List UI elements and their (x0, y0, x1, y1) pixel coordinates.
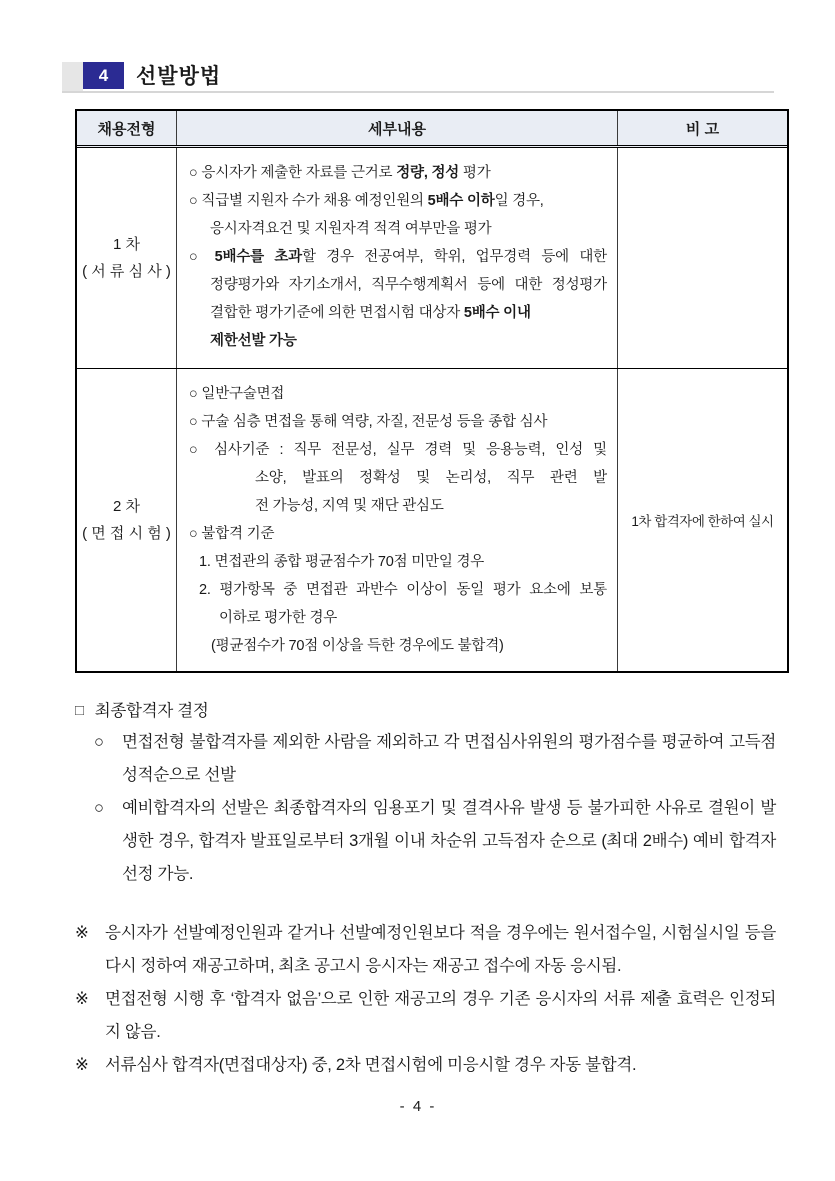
detail-line: 1. 면접관의 종합 평균점수가 70점 미만일 경우 (199, 554, 485, 570)
square-bullet-icon: □ (75, 702, 84, 719)
table-header-row (77, 111, 787, 148)
note-item (75, 917, 776, 983)
final-decision-section (75, 696, 776, 1082)
final-decision-bullet-text: 면접전형 불합격자를 제외한 사람을 제외하고 각 면접심사위원의 평가점수를 평균하여 고득점 성적순으로 선발 (122, 733, 776, 784)
remark-cell-2nd-round: 1차 합격자에 한하여 실시 (631, 514, 774, 529)
stage-label: 1 차 (113, 236, 140, 253)
stage-sublabel: ( 서 류 심 사 ) (82, 263, 171, 280)
section-number-badge: 4 (83, 62, 124, 89)
detail-line: ○ 5배수를 초과할 경우 전공여부, 학위, 업무경력 등에 대한 (189, 249, 607, 265)
detail-line: (평균점수가 70점 이상을 득한 경우에도 불합격) (211, 638, 504, 654)
table-row (77, 368, 787, 671)
detail-line: 2. 평가항목 중 면접관 과반수 이상이 동일 평가 요소에 보통 (199, 582, 607, 598)
detail-cell-2nd-round (177, 369, 618, 671)
stage-cell-1st-round (77, 148, 177, 368)
detail-line: ○ 심사기준 : 직무 전문성, 실무 경력 및 응용능력, 인성 및 (189, 442, 607, 458)
column-header-remarks: 비 고 (685, 121, 720, 138)
table-row (77, 148, 787, 368)
reference-mark-icon: ※ (75, 1056, 89, 1074)
reference-mark-icon: ※ (75, 990, 89, 1008)
detail-line: 정량평가와 자기소개서, 직무수행계획서 등에 대한 정성평가 (210, 277, 607, 293)
reference-mark-icon: ※ (75, 924, 89, 942)
page-number: - 4 - (399, 1098, 437, 1115)
stage-label: 2 차 (113, 498, 140, 515)
stage-sublabel: ( 면 접 시 험 ) (82, 525, 171, 542)
remark-cell-1st-round (618, 148, 787, 368)
detail-line: ○ 직급별 지원자 수가 채용 예정인원의 5배수 이하일 경우, (189, 193, 544, 209)
circle-bullet-icon: ○ (94, 733, 104, 751)
circle-bullet-icon: ○ (94, 799, 104, 817)
selection-method-table (75, 109, 789, 673)
detail-line: ○ 불합격 기준 (189, 526, 275, 542)
detail-line: ○ 응시자가 제출한 자료를 근거로 정량, 정성 평가 (189, 165, 491, 181)
detail-line: 이하로 평가한 경우 (219, 610, 338, 626)
section-title: 선발방법 (136, 65, 222, 88)
note-text: 면접전형 시행 후 ‘합격자 없음’으로 인한 재공고의 경우 기존 응시자의 서류 제출 효력은 인정되지 않음. (105, 990, 776, 1041)
detail-line: ○ 구술 심층 면접을 통해 역량, 자질, 전문성 등을 종합 심사 (189, 414, 548, 430)
final-decision-title (75, 696, 776, 726)
final-decision-bullet (75, 726, 776, 792)
note-item (75, 1049, 776, 1082)
column-header-recruit-type: 채용전형 (77, 111, 177, 145)
stage-cell-2nd-round (77, 369, 177, 671)
detail-line: 소양, 발표의 정확성 및 논리성, 직무 관련 발 (255, 470, 607, 486)
detail-line: 응시자격요건 및 지원자격 적격 여부만을 평가 (210, 221, 492, 237)
note-text: 응시자가 선발예정인원과 같거나 선발예정인원보다 적을 경우에는 원서접수일, 시험실시일 등을 다시 정하여 재공고하며, 최초 공고시 응시자는 재공고 접수에 자동 응시됨. (105, 924, 776, 975)
detail-line: ○ 일반구술면접 (189, 386, 285, 402)
final-decision-bullet (75, 792, 776, 891)
column-header-details: 세부내용 (177, 111, 618, 145)
detail-cell-1st-round (177, 148, 618, 368)
note-text: 서류심사 합격자(면접대상자) 중, 2차 면접시험에 미응시할 경우 자동 불합격. (105, 1056, 637, 1074)
final-decision-bullet-text: 예비합격자의 선발은 최종합격자의 임용포기 및 결격사유 발생 등 불가피한 사유로 결원이 발생한 경우, 합격자 발표일로부터 3개월 이내 차순위 고득점자 순으로 (최대 2배수) 예비 합격자 선정 가능. (122, 799, 776, 883)
reference-notes (75, 917, 776, 1082)
detail-line: 제한선발 가능 (210, 333, 297, 349)
detail-line: 결합한 평가기준에 의한 면접시험 대상자 5배수 이내 (210, 305, 531, 321)
section-header (62, 58, 774, 93)
section-header-gray-tab (62, 62, 83, 91)
detail-line: 전 가능성, 지역 및 재단 관심도 (255, 498, 444, 514)
final-decision-title-text: 최종합격자 결정 (94, 702, 209, 720)
note-item (75, 983, 776, 1049)
